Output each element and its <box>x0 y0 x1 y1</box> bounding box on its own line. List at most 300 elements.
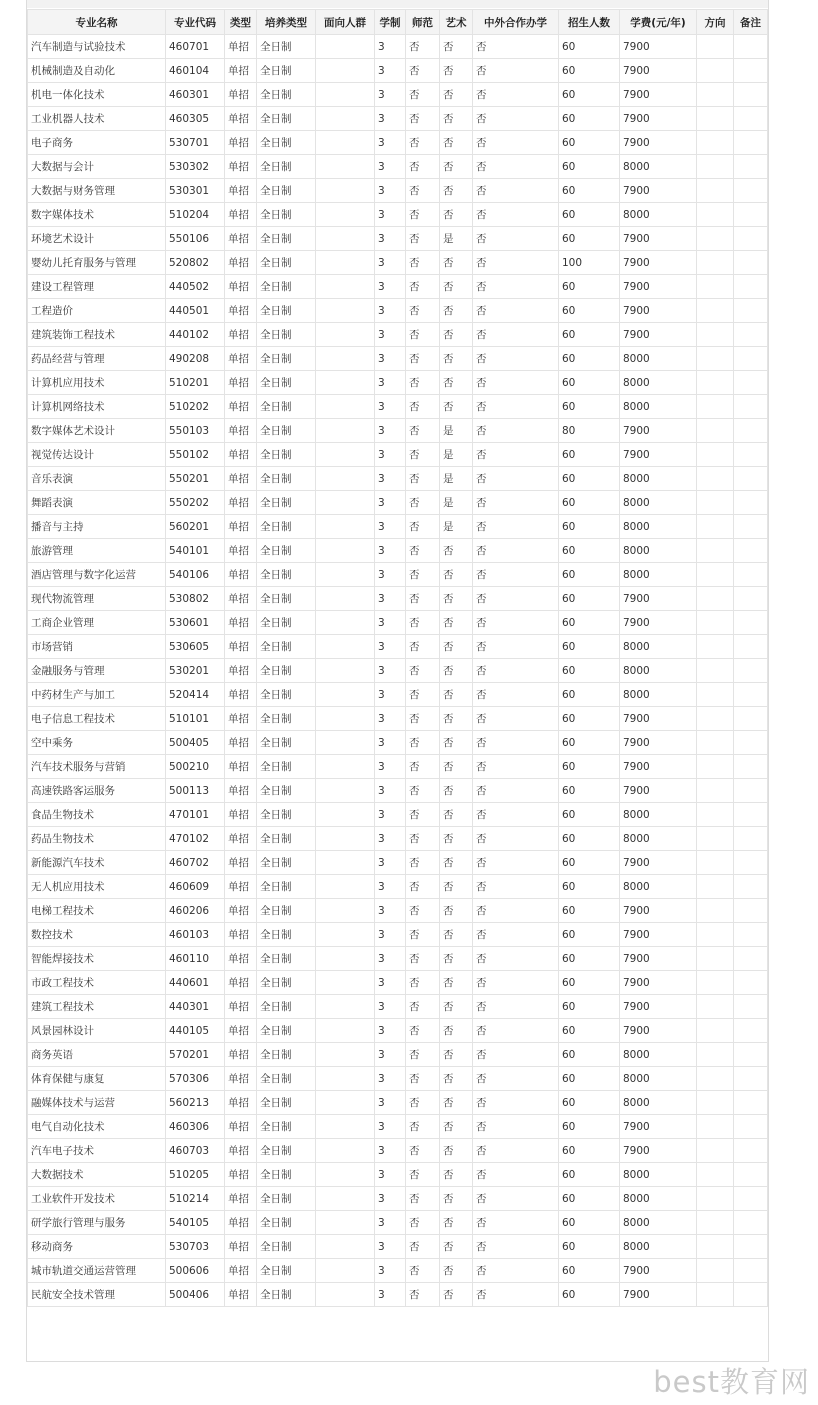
table-row <box>28 251 768 275</box>
table-cell: 3 <box>375 947 406 971</box>
table-cell: 7900 <box>620 587 697 611</box>
table-cell: 60 <box>559 587 620 611</box>
table-cell: 3 <box>375 1019 406 1043</box>
table-cell: 7900 <box>620 899 697 923</box>
table-cell <box>316 299 375 323</box>
table-cell: 风景园林设计 <box>28 1019 166 1043</box>
table-row <box>28 899 768 923</box>
table-cell: 否 <box>440 299 473 323</box>
table-cell: 3 <box>375 467 406 491</box>
table-cell: 否 <box>406 395 440 419</box>
table-cell: 3 <box>375 395 406 419</box>
table-cell: 全日制 <box>257 1163 316 1187</box>
table-cell <box>734 539 768 563</box>
table-cell: 单招 <box>225 1091 257 1115</box>
table-cell <box>734 491 768 515</box>
table-cell <box>316 779 375 803</box>
table-cell: 数控技术 <box>28 923 166 947</box>
table-cell: 金融服务与管理 <box>28 659 166 683</box>
table-cell: 8000 <box>620 1091 697 1115</box>
table-cell: 3 <box>375 1283 406 1307</box>
table-cell: 否 <box>406 995 440 1019</box>
table-cell <box>697 59 734 83</box>
table-cell: 8000 <box>620 347 697 371</box>
table-cell: 否 <box>440 827 473 851</box>
table-cell: 530201 <box>166 659 225 683</box>
table-cell <box>734 155 768 179</box>
table-cell: 3 <box>375 755 406 779</box>
table-cell: 单招 <box>225 755 257 779</box>
table-cell: 否 <box>406 803 440 827</box>
table-cell <box>697 275 734 299</box>
table-cell <box>734 611 768 635</box>
table-cell: 否 <box>440 131 473 155</box>
table-cell: 否 <box>406 635 440 659</box>
table-cell: 80 <box>559 419 620 443</box>
table-cell: 单招 <box>225 323 257 347</box>
table-cell <box>697 1043 734 1067</box>
table-cell: 否 <box>473 707 559 731</box>
table-cell <box>734 1067 768 1091</box>
table-cell: 8000 <box>620 803 697 827</box>
table-cell: 460305 <box>166 107 225 131</box>
table-cell <box>734 1211 768 1235</box>
table-row <box>28 1115 768 1139</box>
table-cell <box>697 947 734 971</box>
table-cell: 大数据与会计 <box>28 155 166 179</box>
table-cell: 否 <box>440 707 473 731</box>
table-cell <box>697 131 734 155</box>
table-cell <box>316 1187 375 1211</box>
table-cell: 环境艺术设计 <box>28 227 166 251</box>
table-cell: 工业机器人技术 <box>28 107 166 131</box>
table-cell: 3 <box>375 347 406 371</box>
table-cell: 7900 <box>620 251 697 275</box>
table-cell <box>316 371 375 395</box>
column-header: 学费(元/年) <box>620 10 697 35</box>
table-cell: 否 <box>473 395 559 419</box>
table-cell: 100 <box>559 251 620 275</box>
table-cell <box>697 923 734 947</box>
table-cell: 电子商务 <box>28 131 166 155</box>
table-row <box>28 35 768 59</box>
table-row <box>28 1259 768 1283</box>
table-cell <box>697 467 734 491</box>
table-cell: 60 <box>559 275 620 299</box>
table-cell: 大数据与财务管理 <box>28 179 166 203</box>
table-cell: 8000 <box>620 563 697 587</box>
table-cell: 市政工程技术 <box>28 971 166 995</box>
table-cell: 510202 <box>166 395 225 419</box>
table-cell <box>697 803 734 827</box>
table-cell: 7900 <box>620 923 697 947</box>
table-cell: 否 <box>406 323 440 347</box>
table-cell: 否 <box>440 971 473 995</box>
table-cell: 8000 <box>620 1211 697 1235</box>
table-cell: 单招 <box>225 851 257 875</box>
table-cell: 520414 <box>166 683 225 707</box>
table-cell: 否 <box>440 1259 473 1283</box>
table-cell: 全日制 <box>257 635 316 659</box>
table-cell <box>697 155 734 179</box>
table-cell: 7900 <box>620 995 697 1019</box>
table-cell: 60 <box>559 395 620 419</box>
table-cell: 3 <box>375 1139 406 1163</box>
table-cell: 530301 <box>166 179 225 203</box>
table-cell: 舞蹈表演 <box>28 491 166 515</box>
table-cell <box>734 1187 768 1211</box>
table-cell: 460103 <box>166 923 225 947</box>
table-cell <box>316 131 375 155</box>
table-row <box>28 611 768 635</box>
table-cell <box>734 443 768 467</box>
table-cell: 全日制 <box>257 107 316 131</box>
table-cell: 3 <box>375 1043 406 1067</box>
table-cell: 3 <box>375 851 406 875</box>
table-cell <box>697 899 734 923</box>
table-cell: 540105 <box>166 1211 225 1235</box>
table-cell: 空中乘务 <box>28 731 166 755</box>
table-cell: 510214 <box>166 1187 225 1211</box>
table-cell: 单招 <box>225 875 257 899</box>
table-cell: 560201 <box>166 515 225 539</box>
table-row <box>28 971 768 995</box>
table-cell: 8000 <box>620 491 697 515</box>
table-cell: 3 <box>375 1259 406 1283</box>
table-row <box>28 1283 768 1307</box>
table-cell <box>316 1067 375 1091</box>
table-cell: 3 <box>375 659 406 683</box>
table-cell: 电梯工程技术 <box>28 899 166 923</box>
table-cell: 60 <box>559 107 620 131</box>
table-cell: 机械制造及自动化 <box>28 59 166 83</box>
table-cell: 计算机网络技术 <box>28 395 166 419</box>
table-cell: 否 <box>440 179 473 203</box>
table-row <box>28 1043 768 1067</box>
table-cell <box>734 371 768 395</box>
table-cell: 否 <box>440 59 473 83</box>
table-cell <box>697 251 734 275</box>
table-cell: 60 <box>559 203 620 227</box>
table-cell <box>734 563 768 587</box>
table-cell: 单招 <box>225 227 257 251</box>
table-cell: 否 <box>473 275 559 299</box>
table-cell: 7900 <box>620 971 697 995</box>
table-cell: 否 <box>473 827 559 851</box>
table-cell: 是 <box>440 227 473 251</box>
table-cell: 540101 <box>166 539 225 563</box>
table-cell: 460306 <box>166 1115 225 1139</box>
table-cell: 8000 <box>620 1067 697 1091</box>
table-cell: 否 <box>473 611 559 635</box>
table-cell: 否 <box>440 395 473 419</box>
table-cell: 否 <box>406 1115 440 1139</box>
table-cell: 530605 <box>166 635 225 659</box>
table-cell <box>697 107 734 131</box>
table-cell <box>316 419 375 443</box>
table-cell <box>734 947 768 971</box>
table-cell <box>734 683 768 707</box>
table-cell: 7900 <box>620 755 697 779</box>
table-cell <box>697 179 734 203</box>
table-cell: 3 <box>375 1115 406 1139</box>
table-cell: 60 <box>559 1019 620 1043</box>
table-cell <box>697 563 734 587</box>
table-cell: 7900 <box>620 851 697 875</box>
table-cell <box>734 971 768 995</box>
table-cell: 否 <box>406 251 440 275</box>
table-cell: 汽车电子技术 <box>28 1139 166 1163</box>
table-cell: 否 <box>473 1139 559 1163</box>
table-cell: 市场营销 <box>28 635 166 659</box>
table-cell <box>697 1019 734 1043</box>
table-cell: 单招 <box>225 1043 257 1067</box>
table-cell <box>734 587 768 611</box>
table-cell: 7900 <box>620 107 697 131</box>
table-cell: 60 <box>559 851 620 875</box>
table-cell: 否 <box>440 1091 473 1115</box>
table-cell: 全日制 <box>257 827 316 851</box>
column-header: 学制 <box>375 10 406 35</box>
table-cell <box>316 1163 375 1187</box>
table-cell <box>734 59 768 83</box>
table-cell: 否 <box>440 107 473 131</box>
table-cell <box>734 515 768 539</box>
table-cell: 单招 <box>225 35 257 59</box>
table-cell: 60 <box>559 755 620 779</box>
table-cell: 3 <box>375 491 406 515</box>
table-cell: 3 <box>375 83 406 107</box>
table-cell: 7900 <box>620 443 697 467</box>
table-cell: 60 <box>559 635 620 659</box>
table-cell: 单招 <box>225 515 257 539</box>
table-cell: 60 <box>559 179 620 203</box>
table-row <box>28 1019 768 1043</box>
table-cell: 高速铁路客运服务 <box>28 779 166 803</box>
table-cell: 3 <box>375 1067 406 1091</box>
table-cell: 8000 <box>620 539 697 563</box>
table-cell <box>734 227 768 251</box>
table-cell: 否 <box>473 587 559 611</box>
table-cell: 全日制 <box>257 347 316 371</box>
table-cell: 否 <box>406 1067 440 1091</box>
table-cell: 否 <box>406 59 440 83</box>
table-cell: 否 <box>406 179 440 203</box>
table-cell: 60 <box>559 995 620 1019</box>
table-cell: 60 <box>559 803 620 827</box>
table-cell: 3 <box>375 587 406 611</box>
table-cell: 530701 <box>166 131 225 155</box>
table-cell: 3 <box>375 1211 406 1235</box>
table-cell: 3 <box>375 179 406 203</box>
table-row <box>28 323 768 347</box>
table-cell <box>697 851 734 875</box>
table-cell: 否 <box>473 947 559 971</box>
table-cell <box>697 683 734 707</box>
table-cell: 3 <box>375 923 406 947</box>
table-cell: 全日制 <box>257 299 316 323</box>
column-header: 艺术 <box>440 10 473 35</box>
table-cell: 8000 <box>620 635 697 659</box>
table-cell: 否 <box>440 323 473 347</box>
table-cell <box>316 59 375 83</box>
table-cell: 单招 <box>225 1115 257 1139</box>
table-cell <box>734 1259 768 1283</box>
table-cell <box>316 1091 375 1115</box>
table-cell: 60 <box>559 371 620 395</box>
table-cell: 否 <box>473 1043 559 1067</box>
table-cell: 全日制 <box>257 1115 316 1139</box>
table-cell: 3 <box>375 1187 406 1211</box>
table-cell <box>697 371 734 395</box>
table-cell: 否 <box>473 107 559 131</box>
table-cell: 60 <box>559 323 620 347</box>
table-cell: 3 <box>375 155 406 179</box>
table-cell: 单招 <box>225 995 257 1019</box>
table-cell <box>316 347 375 371</box>
table-cell: 8000 <box>620 683 697 707</box>
table-row <box>28 131 768 155</box>
table-cell <box>697 1259 734 1283</box>
table-cell: 60 <box>559 491 620 515</box>
table-cell: 工商企业管理 <box>28 611 166 635</box>
table-cell: 否 <box>473 731 559 755</box>
table-cell <box>734 1043 768 1067</box>
table-cell: 500405 <box>166 731 225 755</box>
table-cell: 否 <box>473 923 559 947</box>
table-cell: 全日制 <box>257 1091 316 1115</box>
table-cell: 否 <box>473 467 559 491</box>
table-cell <box>734 179 768 203</box>
table-cell: 3 <box>375 131 406 155</box>
table-cell <box>316 467 375 491</box>
table-cell: 否 <box>440 155 473 179</box>
table-cell: 530601 <box>166 611 225 635</box>
table-row <box>28 539 768 563</box>
table-cell: 60 <box>559 443 620 467</box>
table-cell <box>316 659 375 683</box>
table-cell: 570306 <box>166 1067 225 1091</box>
table-cell: 7900 <box>620 1283 697 1307</box>
table-cell: 否 <box>440 923 473 947</box>
table-cell: 否 <box>473 1067 559 1091</box>
table-cell: 否 <box>406 155 440 179</box>
table-cell: 560213 <box>166 1091 225 1115</box>
table-cell <box>734 1139 768 1163</box>
table-cell: 8000 <box>620 395 697 419</box>
table-cell: 否 <box>473 875 559 899</box>
table-row <box>28 947 768 971</box>
table-cell: 530302 <box>166 155 225 179</box>
table-cell: 全日制 <box>257 419 316 443</box>
table-row <box>28 107 768 131</box>
table-cell <box>316 323 375 347</box>
column-header: 专业名称 <box>28 10 166 35</box>
table-cell: 否 <box>406 515 440 539</box>
table-row <box>28 1187 768 1211</box>
table-cell <box>697 1211 734 1235</box>
table-cell: 否 <box>473 371 559 395</box>
table-cell: 3 <box>375 203 406 227</box>
table-cell <box>697 995 734 1019</box>
column-header: 中外合作办学 <box>473 10 559 35</box>
table-cell <box>697 1187 734 1211</box>
table-cell: 单招 <box>225 131 257 155</box>
table-cell: 60 <box>559 1067 620 1091</box>
table-cell: 7900 <box>620 1139 697 1163</box>
table-cell: 药品生物技术 <box>28 827 166 851</box>
table-cell: 旅游管理 <box>28 539 166 563</box>
table-cell: 否 <box>473 1211 559 1235</box>
table-cell <box>734 107 768 131</box>
table-cell <box>734 755 768 779</box>
table-cell: 7900 <box>620 59 697 83</box>
table-cell: 是 <box>440 467 473 491</box>
table-cell: 全日制 <box>257 131 316 155</box>
table-cell: 8000 <box>620 659 697 683</box>
table-cell: 移动商务 <box>28 1235 166 1259</box>
table-cell: 单招 <box>225 1067 257 1091</box>
table-cell: 60 <box>559 827 620 851</box>
table-cell: 单招 <box>225 779 257 803</box>
table-cell: 食品生物技术 <box>28 803 166 827</box>
table-cell: 否 <box>406 923 440 947</box>
table-cell <box>316 203 375 227</box>
table-cell: 全日制 <box>257 203 316 227</box>
table-cell: 否 <box>473 83 559 107</box>
table-header-row <box>28 10 768 35</box>
table-cell: 否 <box>406 1187 440 1211</box>
table-cell <box>734 131 768 155</box>
table-cell <box>734 875 768 899</box>
column-header: 专业代码 <box>166 10 225 35</box>
table-row <box>28 1139 768 1163</box>
table-cell: 城市轨道交通运营管理 <box>28 1259 166 1283</box>
table-row <box>28 683 768 707</box>
table-cell: 3 <box>375 731 406 755</box>
table-cell <box>316 587 375 611</box>
table-cell: 7900 <box>620 1115 697 1139</box>
table-cell: 3 <box>375 251 406 275</box>
table-cell <box>734 635 768 659</box>
table-cell: 全日制 <box>257 995 316 1019</box>
table-cell: 510205 <box>166 1163 225 1187</box>
table-cell: 7900 <box>620 35 697 59</box>
table-cell: 否 <box>406 659 440 683</box>
table-cell <box>734 707 768 731</box>
table-cell: 单招 <box>225 587 257 611</box>
table-cell <box>734 1235 768 1259</box>
table-cell: 单招 <box>225 371 257 395</box>
table-cell: 60 <box>559 659 620 683</box>
table-cell <box>697 443 734 467</box>
table-cell: 否 <box>473 1019 559 1043</box>
table-cell: 否 <box>473 899 559 923</box>
table-cell <box>734 827 768 851</box>
table-cell: 全日制 <box>257 899 316 923</box>
table-cell: 7900 <box>620 419 697 443</box>
table-cell <box>697 707 734 731</box>
table-cell: 60 <box>559 1283 620 1307</box>
table-cell <box>697 35 734 59</box>
table-cell: 全日制 <box>257 275 316 299</box>
table-cell: 否 <box>440 1187 473 1211</box>
table-cell: 3 <box>375 875 406 899</box>
table-cell: 全日制 <box>257 323 316 347</box>
table-cell <box>734 275 768 299</box>
table-cell <box>316 107 375 131</box>
table-cell <box>316 947 375 971</box>
